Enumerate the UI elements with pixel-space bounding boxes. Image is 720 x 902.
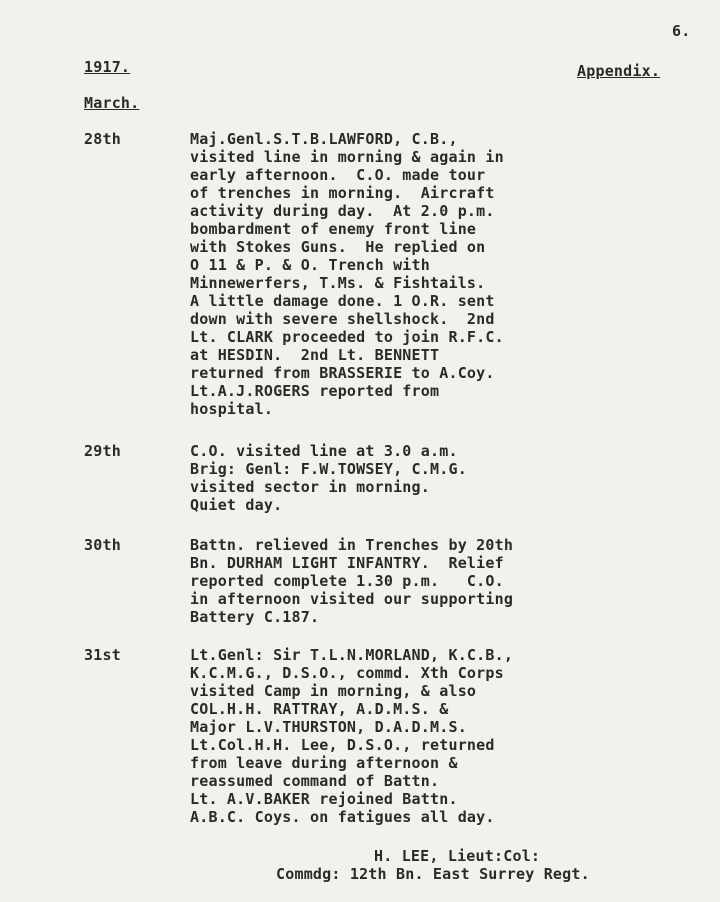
entry-date: 29th <box>84 442 121 460</box>
entry-line: Lt.A.J.ROGERS reported from <box>190 382 440 400</box>
entry-line: from leave during afternoon & <box>190 754 458 772</box>
entry-line: Maj.Genl.S.T.B.LAWFORD, C.B., <box>190 130 458 148</box>
signature-unit-block <box>276 865 590 883</box>
entry-line: with Stokes Guns. He replied on <box>190 238 486 256</box>
entry-line: at HESDIN. 2nd Lt. BENNETT <box>190 346 440 364</box>
entry-line: of trenches in morning. Aircraft <box>190 184 495 202</box>
entry-line: reported complete 1.30 p.m. C.O. <box>190 572 504 590</box>
entry-line: activity during day. At 2.0 p.m. <box>190 202 495 220</box>
month-heading: March. <box>84 94 140 112</box>
year-heading: 1917. <box>84 58 131 76</box>
entry-line: Battery C.187. <box>190 608 320 626</box>
entry-line: Lt. CLARK proceeded to join R.F.C. <box>190 328 504 346</box>
entry-line: visited line in morning & again in <box>190 148 504 166</box>
entry-line: Brig: Genl: F.W.TOWSEY, C.M.G. <box>190 460 467 478</box>
entry-line: Bn. DURHAM LIGHT INFANTRY. Relief <box>190 554 504 572</box>
entry-body <box>190 442 467 514</box>
entry-line: hospital. <box>190 400 274 418</box>
entry-line: Major L.V.THURSTON, D.A.D.M.S. <box>190 718 467 736</box>
entry-line: O 11 & P. & O. Trench with <box>190 256 430 274</box>
page-number: 6. <box>672 22 691 40</box>
entry-line: A.B.C. Coys. on fatigues all day. <box>190 808 495 826</box>
signature-block <box>374 847 540 865</box>
entry-date: 30th <box>84 536 121 554</box>
entry-body <box>190 130 504 418</box>
entry-line: Lt.Genl: Sir T.L.N.MORLAND, K.C.B., <box>190 646 514 664</box>
entry-line: Quiet day. <box>190 496 283 514</box>
entry-line: returned from BRASSERIE to A.Coy. <box>190 364 495 382</box>
signature-unit: Commdg: 12th Bn. East Surrey Regt. <box>276 865 590 883</box>
entry-line: Battn. relieved in Trenches by 20th <box>190 536 514 554</box>
entry-line: COL.H.H. RATTRAY, A.D.M.S. & <box>190 700 449 718</box>
signature-name: H. LEE, Lieut:Col: <box>374 847 541 865</box>
entry-line: reassumed command of Battn. <box>190 772 440 790</box>
entry-body <box>190 536 513 626</box>
entry-line: early afternoon. C.O. made tour <box>190 166 486 184</box>
entry-line: Lt. A.V.BAKER rejoined Battn. <box>190 790 458 808</box>
entry-line: K.C.M.G., D.S.O., commd. Xth Corps <box>190 664 504 682</box>
entry-line: A little damage done. 1 O.R. sent <box>190 292 495 310</box>
entry-line: Minnewerfers, T.Ms. & Fishtails. <box>190 274 486 292</box>
entry-line: in afternoon visited our supporting <box>190 590 514 608</box>
entry-date: 28th <box>84 130 121 148</box>
entry-line: visited sector in morning. <box>190 478 430 496</box>
entry-date: 31st <box>84 646 121 664</box>
appendix-heading: Appendix. <box>577 62 661 80</box>
entry-line: down with severe shellshock. 2nd <box>190 310 495 328</box>
entry-body <box>190 646 513 826</box>
entry-line: Lt.Col.H.H. Lee, D.S.O., returned <box>190 736 495 754</box>
entry-line: bombardment of enemy front line <box>190 220 477 238</box>
entry-line: C.O. visited line at 3.0 a.m. <box>190 442 458 460</box>
entry-line: visited Camp in morning, & also <box>190 682 477 700</box>
